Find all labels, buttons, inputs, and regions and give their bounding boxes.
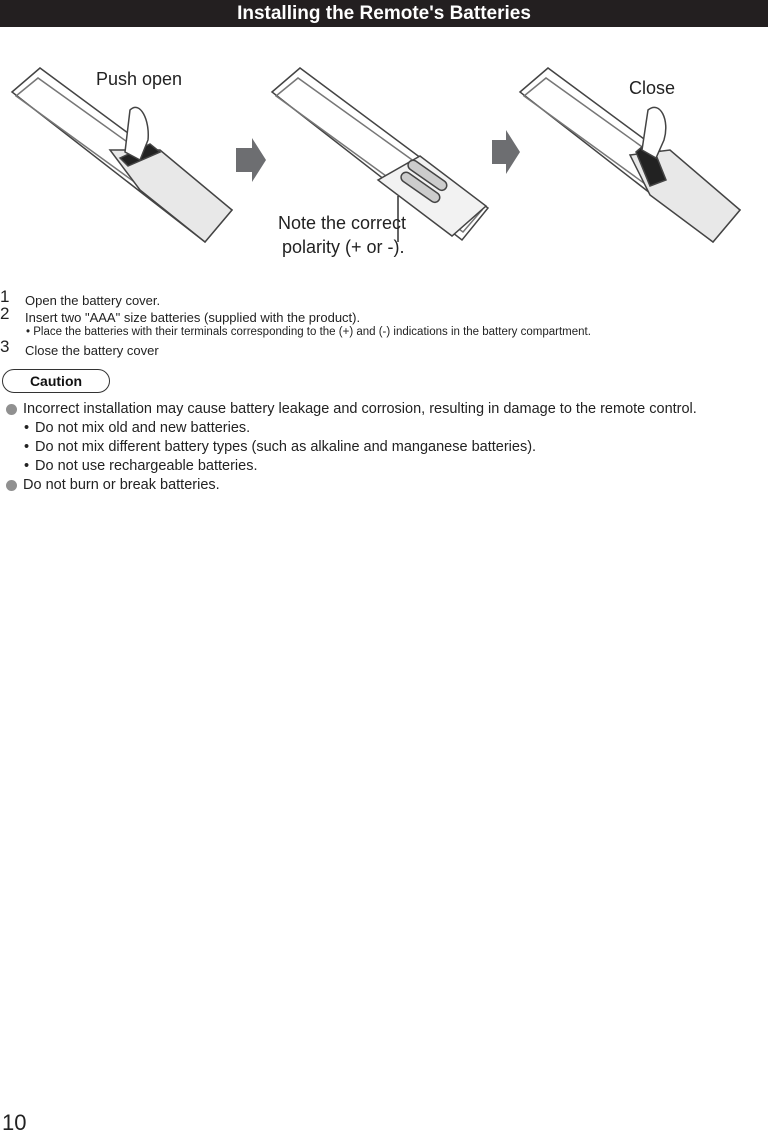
caution-item xyxy=(0,400,768,419)
caution-subitem xyxy=(0,457,768,476)
arrow-1-icon xyxy=(236,138,266,182)
step-1 xyxy=(0,287,760,308)
step-2-note: • Place the batteries with their terminals corresponding to the (+) and (-) indications in the battery compartment. xyxy=(26,326,591,338)
caution-text: Incorrect installation may cause battery leakage and corrosion, resulting in damage to the remote control. xyxy=(23,401,697,417)
polarity-note-line1: Note the correct xyxy=(278,213,407,233)
page-header xyxy=(0,0,768,27)
step-text: Close the battery cover xyxy=(25,343,159,358)
step-number: 3 xyxy=(0,337,10,356)
polarity-note-line2: polarity (+ or -). xyxy=(282,237,405,257)
close-label: Close xyxy=(629,78,676,98)
caution-subitem xyxy=(0,438,768,457)
step-text: Open the battery cover. xyxy=(25,293,161,308)
step-3 xyxy=(0,337,760,358)
page-number: 10 xyxy=(2,1110,27,1135)
step-number: 1 xyxy=(0,287,10,306)
bullet-icon: • xyxy=(24,458,30,474)
caution-subtext: Do not use rechargeable batteries. xyxy=(35,458,258,474)
arrow-2-icon xyxy=(492,130,520,174)
caution-subtext: Do not mix different battery types (such as alkaline and manganese batteries). xyxy=(35,439,537,455)
bullet-dot-icon xyxy=(6,480,17,491)
step-text: Insert two "AAA" size batteries (supplied with the product). xyxy=(25,310,361,325)
caution-list xyxy=(0,400,768,495)
battery-illustration xyxy=(0,40,768,280)
bullet-icon: • xyxy=(24,439,30,455)
step-2 xyxy=(0,304,760,325)
caution-text: Do not burn or break batteries. xyxy=(23,477,220,493)
bullet-icon: • xyxy=(24,420,30,436)
caution-item xyxy=(0,476,768,495)
caution-subtext: Do not mix old and new batteries. xyxy=(35,420,251,436)
steps-list xyxy=(0,287,760,358)
bullet-dot-icon xyxy=(6,404,17,415)
page-title: Installing the Remote's Batteries xyxy=(237,3,531,24)
caution-subitem xyxy=(0,419,768,438)
caution-badge: Caution xyxy=(2,369,110,393)
step-number: 2 xyxy=(0,304,10,323)
remote-push-open-drawing xyxy=(12,68,232,242)
push-open-label: Push open xyxy=(96,69,183,89)
